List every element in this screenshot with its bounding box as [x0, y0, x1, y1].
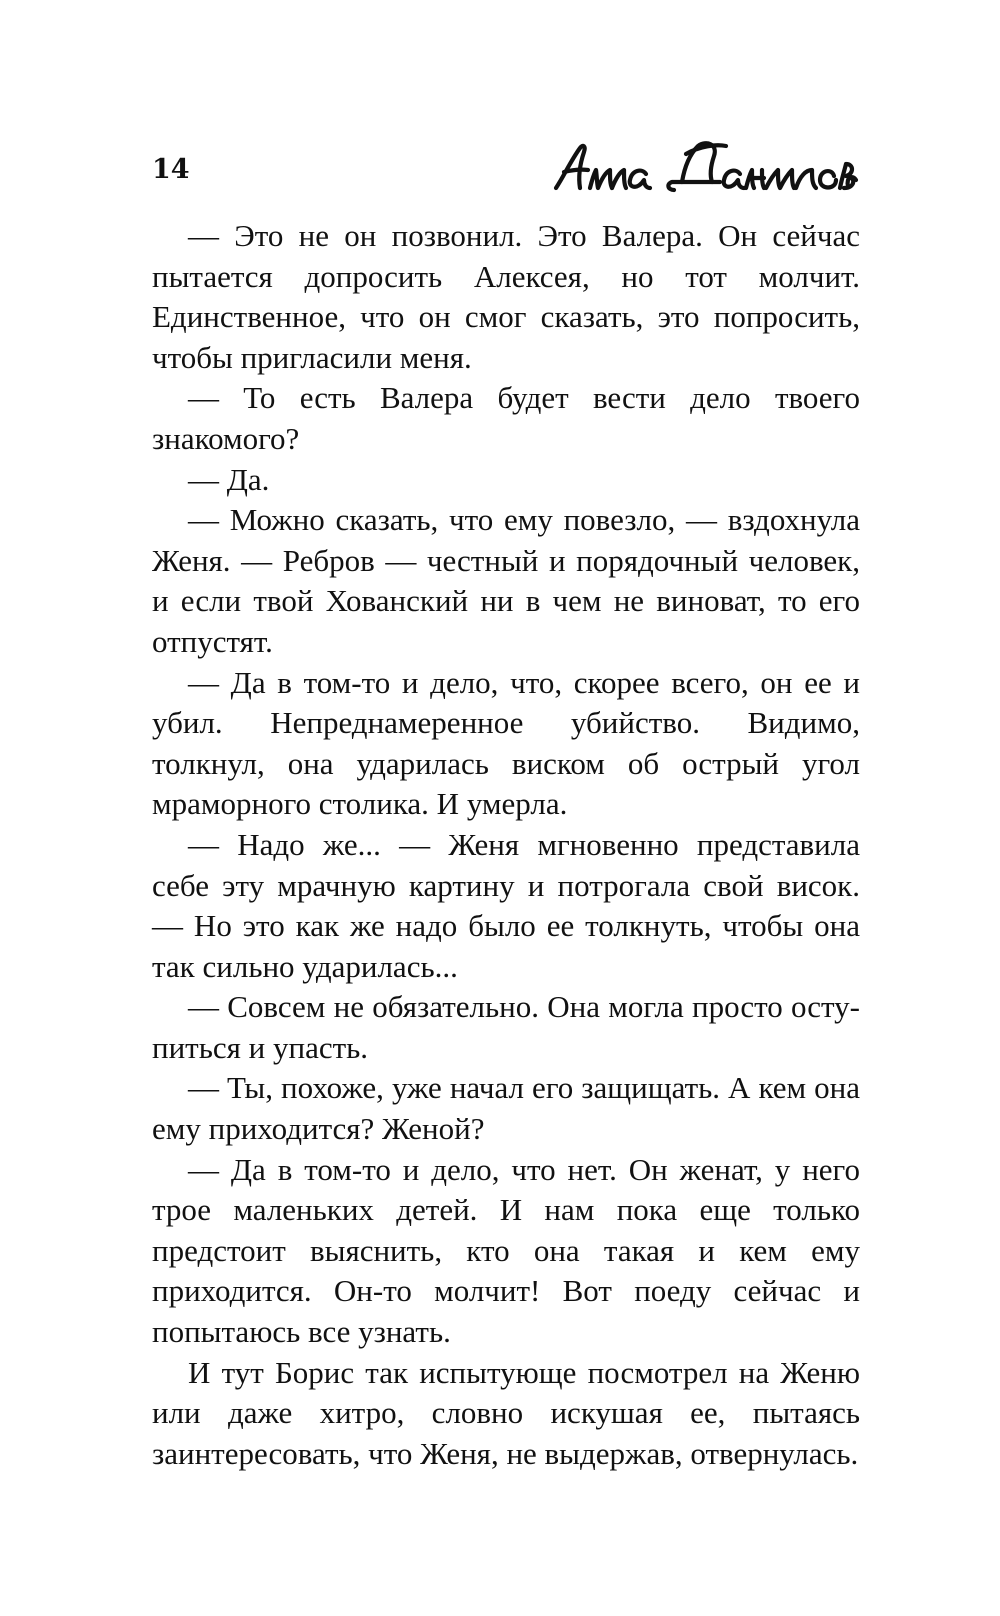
paragraph: — Да в том-то и дело, что, скорее всего, он ее и убил. Непреднамеренное убийство. Видимо, толкнул, она ударилась виском об острый угол мраморного столика. И умерла. [152, 664, 860, 822]
author-signature-logo [550, 136, 860, 202]
paragraph: И тут Борис так испытующе посмотрел на Женю или даже хитро, словно искушая ее, пытаясь заинтересовать, что Женя, не выдержав, отвернулась. [152, 1354, 860, 1471]
paragraph: — Можно сказать, что ему повезло, — вздохнула Женя. — Ребров — честный и порядочный человек, и если твой Хованский ни в чем не виноват, то его отпустят. [152, 502, 860, 659]
paragraph: — Это не он позвонил. Это Валера. Он сейчас пытается допросить Алексея, но тот молчит. Единственное, что он смог сказать, это попросить, чтобы пригласили меня. [152, 218, 860, 375]
body-text [152, 216, 860, 1474]
paragraph: — Совсем не обязательно. Она могла просто оступиться и упасть. [152, 989, 860, 1065]
author-signature [550, 136, 860, 202]
page-number: 14 [152, 154, 190, 185]
paragraph: — Ты, похоже, уже начал его защищать. А кем она ему приходится? Женой? [152, 1070, 860, 1147]
paragraph: — То есть Валера будет вести дело твоего знакомого? [152, 380, 860, 456]
paragraph: — Да в том-то и дело, что нет. Он женат, у него трое маленьких детей. И нам пока еще только предстоит выяснить, кто она такая и кем ему приходится. Он-то молчит! Вот поеду сейчас и попытаюсь все узнать. [152, 1151, 860, 1350]
paragraph: — Да. [188, 461, 270, 497]
paragraph: — Надо же... — Женя мгновенно представила себе эту мрачную картину и потрогала свой висок. — Но это как же надо было ее толкнуть, чтобы она так сильно ударилась... [152, 826, 860, 984]
page-header [152, 136, 860, 216]
